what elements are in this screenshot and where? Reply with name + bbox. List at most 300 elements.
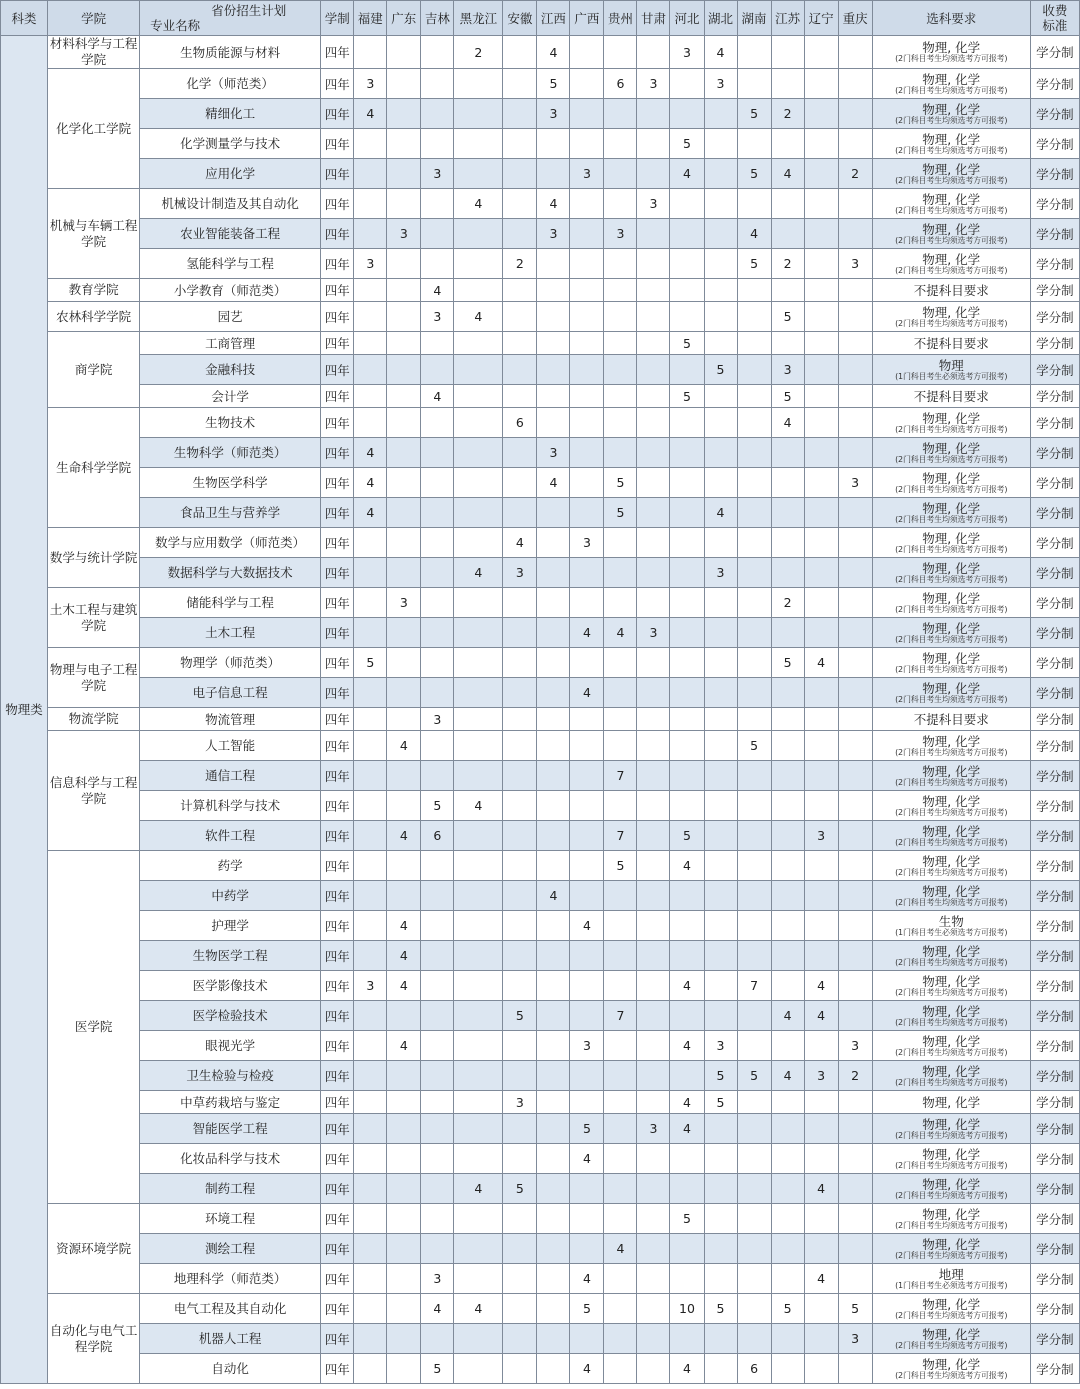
plan-cell — [804, 332, 838, 355]
plan-cell — [737, 1114, 771, 1144]
plan-cell — [454, 731, 503, 761]
requirement-cell — [872, 1324, 1030, 1354]
plan-cell — [771, 69, 804, 99]
plan-cell — [704, 851, 737, 881]
plan-cell — [570, 1061, 604, 1091]
plan-cell: 7 — [604, 821, 637, 851]
table-row — [1, 1061, 1080, 1091]
plan-cell: 3 — [387, 588, 421, 618]
plan-cell: 5 — [737, 99, 771, 129]
fee-cell: 学分制 — [1030, 1001, 1079, 1031]
plan-cell: 4 — [670, 159, 704, 189]
duration-cell: 四年 — [321, 302, 354, 332]
plan-cell — [838, 279, 872, 302]
plan-cell — [454, 219, 503, 249]
requirement-cell — [872, 129, 1030, 159]
fee-cell: 学分制 — [1030, 69, 1079, 99]
header-province: 广西 — [570, 1, 604, 36]
plan-cell — [354, 355, 387, 385]
fee-cell: 学分制 — [1030, 249, 1079, 279]
plan-cell — [604, 558, 637, 588]
table-row — [1, 385, 1080, 408]
fee-cell: 学分制 — [1030, 1204, 1079, 1234]
plan-cell — [503, 1294, 537, 1324]
plan-cell: 4 — [570, 678, 604, 708]
major-name: 生物医学科学 — [140, 468, 321, 498]
requirement-subjects: 物理, 化学 — [922, 470, 981, 486]
plan-cell — [804, 1114, 838, 1144]
requirement-subjects: 地理 — [938, 1266, 964, 1282]
requirement-note: (2门科目考生均须选考方可报考) — [895, 694, 1008, 704]
header-major-label: 专业名称 — [150, 18, 201, 33]
plan-cell: 4 — [670, 971, 704, 1001]
plan-cell — [670, 678, 704, 708]
plan-cell — [838, 881, 872, 911]
major-name: 人工智能 — [140, 731, 321, 761]
header-plan-label: 省份招生计划 — [211, 3, 287, 18]
plan-cell: 4 — [387, 971, 421, 1001]
plan-cell — [771, 1091, 804, 1114]
plan-cell: 4 — [670, 1031, 704, 1061]
plan-cell — [454, 99, 503, 129]
plan-cell — [570, 249, 604, 279]
duration-cell: 四年 — [321, 1234, 354, 1264]
plan-cell — [387, 408, 421, 438]
plan-cell — [838, 731, 872, 761]
plan-cell — [637, 528, 670, 558]
plan-cell — [537, 971, 570, 1001]
plan-cell — [838, 941, 872, 971]
plan-cell: 3 — [838, 468, 872, 498]
plan-cell: 2 — [771, 588, 804, 618]
plan-cell — [454, 385, 503, 408]
plan-cell: 5 — [537, 69, 570, 99]
plan-cell — [387, 1354, 421, 1384]
plan-cell — [704, 678, 737, 708]
plan-cell: 3 — [637, 618, 670, 648]
plan-cell — [537, 1264, 570, 1294]
plan-cell — [421, 1001, 454, 1031]
plan-cell — [637, 648, 670, 678]
requirement-note: (2门科目考生均须选考方可报考) — [895, 454, 1008, 464]
plan-cell — [804, 189, 838, 219]
requirement-subjects: 物理, 化学 — [922, 1094, 981, 1110]
plan-cell — [771, 1324, 804, 1354]
header-province: 安徽 — [503, 1, 537, 36]
plan-cell: 2 — [454, 36, 503, 69]
plan-cell — [454, 1264, 503, 1294]
plan-cell — [503, 69, 537, 99]
plan-cell: 4 — [421, 279, 454, 302]
fee-cell: 学分制 — [1030, 941, 1079, 971]
plan-cell: 3 — [354, 249, 387, 279]
plan-cell — [387, 528, 421, 558]
plan-cell — [804, 678, 838, 708]
plan-cell — [804, 385, 838, 408]
plan-cell — [838, 588, 872, 618]
plan-cell — [354, 1144, 387, 1174]
plan-cell — [503, 1144, 537, 1174]
plan-cell — [804, 708, 838, 731]
plan-cell — [454, 708, 503, 731]
plan-cell — [838, 302, 872, 332]
plan-cell — [537, 1294, 570, 1324]
major-name: 数学与应用数学（师范类） — [140, 528, 321, 558]
table-row — [1, 36, 1080, 69]
plan-cell — [804, 911, 838, 941]
plan-cell — [454, 941, 503, 971]
fee-cell: 学分制 — [1030, 708, 1079, 731]
plan-cell — [704, 302, 737, 332]
major-name: 小学教育（师范类） — [140, 279, 321, 302]
plan-cell — [804, 279, 838, 302]
plan-cell: 3 — [570, 528, 604, 558]
plan-cell — [503, 1031, 537, 1061]
duration-cell: 四年 — [321, 708, 354, 731]
plan-cell — [670, 708, 704, 731]
plan-cell — [804, 791, 838, 821]
plan-cell — [604, 1324, 637, 1354]
plan-cell — [670, 761, 704, 791]
plan-cell — [804, 468, 838, 498]
requirement-subjects: 物理, 化学 — [922, 1326, 981, 1342]
college-cell: 材料科学与工程学院 — [48, 36, 140, 69]
duration-cell: 四年 — [321, 1354, 354, 1384]
plan-cell — [737, 498, 771, 528]
plan-cell — [354, 1114, 387, 1144]
table-row — [1, 99, 1080, 129]
header-province: 江苏 — [771, 1, 804, 36]
plan-cell — [604, 881, 637, 911]
plan-cell — [354, 678, 387, 708]
plan-cell — [570, 1001, 604, 1031]
plan-cell: 2 — [771, 249, 804, 279]
table-row — [1, 851, 1080, 881]
requirement-subjects: 物理, 化学 — [922, 500, 981, 516]
plan-cell — [704, 708, 737, 731]
requirement-subjects: 物理, 化学 — [922, 650, 981, 666]
plan-cell — [637, 1264, 670, 1294]
duration-cell: 四年 — [321, 249, 354, 279]
plan-cell: 2 — [503, 249, 537, 279]
plan-cell — [804, 36, 838, 69]
plan-cell: 4 — [670, 1091, 704, 1114]
plan-cell — [838, 99, 872, 129]
plan-cell — [838, 618, 872, 648]
college-cell: 生命科学学院 — [48, 408, 140, 528]
plan-cell — [604, 249, 637, 279]
requirement-subjects: 不提科目要求 — [913, 335, 989, 351]
plan-cell — [454, 159, 503, 189]
plan-cell — [537, 588, 570, 618]
plan-cell — [387, 881, 421, 911]
requirement-note: (2门科目考生均须选考方可报考) — [895, 1340, 1008, 1350]
plan-cell — [570, 791, 604, 821]
major-name: 数据科学与大数据技术 — [140, 558, 321, 588]
requirement-note: (1门科目考生必须选考方可报考) — [895, 371, 1008, 381]
plan-cell: 10 — [670, 1294, 704, 1324]
duration-cell: 四年 — [321, 911, 354, 941]
table-row — [1, 821, 1080, 851]
plan-cell — [421, 618, 454, 648]
plan-cell — [387, 249, 421, 279]
plan-cell — [670, 558, 704, 588]
plan-cell — [838, 129, 872, 159]
plan-cell — [637, 708, 670, 731]
plan-cell: 4 — [771, 1061, 804, 1091]
plan-cell — [604, 408, 637, 438]
table-row — [1, 941, 1080, 971]
requirement-subjects: 生物 — [938, 913, 964, 929]
plan-cell — [354, 911, 387, 941]
plan-cell — [804, 588, 838, 618]
plan-cell: 5 — [704, 355, 737, 385]
plan-cell — [537, 332, 570, 355]
plan-cell — [354, 731, 387, 761]
table-row — [1, 971, 1080, 1001]
requirement-note: (2门科目考生均须选考方可报考) — [895, 205, 1008, 215]
fee-cell: 学分制 — [1030, 438, 1079, 468]
plan-cell — [704, 941, 737, 971]
header-duration: 学制 — [321, 1, 354, 36]
major-name: 氢能科学与工程 — [140, 249, 321, 279]
plan-cell — [503, 1324, 537, 1354]
table-row — [1, 731, 1080, 761]
plan-cell — [454, 1204, 503, 1234]
plan-cell — [737, 332, 771, 355]
plan-cell — [454, 761, 503, 791]
plan-cell — [503, 911, 537, 941]
plan-cell — [704, 189, 737, 219]
plan-cell — [537, 1354, 570, 1384]
plan-cell — [387, 302, 421, 332]
plan-cell — [737, 1294, 771, 1324]
header-row — [1, 1, 1080, 36]
duration-cell: 四年 — [321, 881, 354, 911]
plan-cell — [737, 851, 771, 881]
plan-cell — [838, 791, 872, 821]
plan-cell: 5 — [570, 1294, 604, 1324]
plan-cell — [804, 69, 838, 99]
fee-cell: 学分制 — [1030, 302, 1079, 332]
plan-cell — [637, 588, 670, 618]
plan-cell — [637, 385, 670, 408]
requirement-subjects: 不提科目要求 — [913, 282, 989, 298]
plan-cell — [421, 332, 454, 355]
plan-cell — [604, 1031, 637, 1061]
plan-cell — [604, 588, 637, 618]
plan-cell — [503, 1114, 537, 1144]
plan-cell — [570, 36, 604, 69]
fee-cell: 学分制 — [1030, 189, 1079, 219]
plan-cell — [503, 1264, 537, 1294]
plan-cell — [503, 648, 537, 678]
plan-cell: 5 — [771, 385, 804, 408]
plan-cell — [704, 1324, 737, 1354]
plan-cell — [354, 708, 387, 731]
college-cell: 信息科学与工程学院 — [48, 731, 140, 851]
requirement-cell — [872, 851, 1030, 881]
plan-cell — [354, 302, 387, 332]
requirement-cell — [872, 1234, 1030, 1264]
plan-cell — [670, 279, 704, 302]
plan-cell: 6 — [737, 1354, 771, 1384]
plan-cell — [771, 911, 804, 941]
table-body — [1, 36, 1080, 1384]
duration-cell: 四年 — [321, 971, 354, 1001]
college-cell: 医学院 — [48, 851, 140, 1204]
plan-cell: 4 — [670, 851, 704, 881]
plan-cell: 4 — [354, 498, 387, 528]
plan-cell — [771, 219, 804, 249]
plan-cell — [570, 385, 604, 408]
plan-cell: 4 — [737, 219, 771, 249]
plan-cell — [637, 1234, 670, 1264]
plan-cell — [354, 1031, 387, 1061]
requirement-cell — [872, 618, 1030, 648]
plan-cell — [838, 528, 872, 558]
table-row — [1, 881, 1080, 911]
plan-cell — [387, 1174, 421, 1204]
plan-cell — [570, 971, 604, 1001]
plan-cell — [838, 189, 872, 219]
plan-cell — [771, 941, 804, 971]
plan-cell — [604, 385, 637, 408]
requirement-note: (2门科目考生均须选考方可报考) — [895, 867, 1008, 877]
plan-cell: 3 — [771, 355, 804, 385]
requirement-note: (2门科目考生均须选考方可报考) — [895, 514, 1008, 524]
requirement-subjects: 物理, 化学 — [922, 733, 981, 749]
plan-cell — [670, 99, 704, 129]
plan-cell — [838, 558, 872, 588]
plan-cell — [704, 159, 737, 189]
requirement-subjects: 物理, 化学 — [922, 40, 981, 55]
fee-cell: 学分制 — [1030, 1174, 1079, 1204]
plan-cell — [454, 1091, 503, 1114]
major-name: 机器人工程 — [140, 1324, 321, 1354]
plan-cell — [637, 678, 670, 708]
plan-cell — [354, 1091, 387, 1114]
requirement-cell — [872, 438, 1030, 468]
plan-cell: 5 — [771, 302, 804, 332]
plan-cell — [670, 408, 704, 438]
plan-cell: 5 — [771, 648, 804, 678]
plan-cell: 5 — [570, 1114, 604, 1144]
plan-cell — [737, 881, 771, 911]
plan-cell: 5 — [737, 1061, 771, 1091]
plan-cell: 3 — [838, 1031, 872, 1061]
duration-cell: 四年 — [321, 941, 354, 971]
plan-cell — [537, 1061, 570, 1091]
plan-cell — [737, 302, 771, 332]
plan-cell — [637, 791, 670, 821]
plan-cell — [354, 618, 387, 648]
plan-cell — [387, 498, 421, 528]
plan-cell — [771, 1264, 804, 1294]
plan-cell — [704, 385, 737, 408]
plan-cell: 4 — [537, 189, 570, 219]
plan-cell — [604, 911, 637, 941]
plan-cell — [503, 355, 537, 385]
requirement-subjects: 物理, 化学 — [922, 853, 981, 869]
plan-cell — [637, 761, 670, 791]
fee-cell: 学分制 — [1030, 528, 1079, 558]
fee-cell: 学分制 — [1030, 971, 1079, 1001]
plan-cell — [804, 731, 838, 761]
plan-cell — [503, 385, 537, 408]
plan-cell: 6 — [503, 408, 537, 438]
duration-cell: 四年 — [321, 498, 354, 528]
plan-cell — [604, 528, 637, 558]
plan-cell — [421, 408, 454, 438]
plan-cell — [421, 69, 454, 99]
plan-cell — [737, 1001, 771, 1031]
plan-cell — [354, 408, 387, 438]
plan-cell — [838, 219, 872, 249]
plan-cell — [771, 36, 804, 69]
plan-cell — [387, 1114, 421, 1144]
plan-cell — [570, 941, 604, 971]
requirement-subjects: 物理, 化学 — [922, 680, 981, 696]
major-name: 储能科学与工程 — [140, 588, 321, 618]
plan-cell — [838, 408, 872, 438]
plan-cell — [604, 99, 637, 129]
plan-cell — [670, 618, 704, 648]
plan-cell — [387, 791, 421, 821]
plan-cell — [387, 1204, 421, 1234]
plan-cell — [604, 678, 637, 708]
plan-cell — [354, 528, 387, 558]
table-row — [1, 528, 1080, 558]
major-name: 医学影像技术 — [140, 971, 321, 1001]
plan-cell — [503, 618, 537, 648]
plan-cell — [387, 36, 421, 69]
plan-cell — [537, 678, 570, 708]
plan-cell — [704, 219, 737, 249]
fee-cell: 学分制 — [1030, 588, 1079, 618]
plan-cell — [637, 249, 670, 279]
plan-cell — [771, 528, 804, 558]
plan-cell — [804, 302, 838, 332]
plan-cell: 4 — [771, 1001, 804, 1031]
plan-cell — [421, 438, 454, 468]
duration-cell: 四年 — [321, 791, 354, 821]
plan-cell — [421, 1091, 454, 1114]
table-row — [1, 1204, 1080, 1234]
plan-cell — [704, 731, 737, 761]
plan-cell — [537, 1091, 570, 1114]
plan-cell: 7 — [604, 1001, 637, 1031]
requirement-cell — [872, 678, 1030, 708]
table-row — [1, 1091, 1080, 1114]
plan-cell — [387, 468, 421, 498]
plan-cell — [804, 1294, 838, 1324]
plan-cell: 5 — [421, 1354, 454, 1384]
fee-cell: 学分制 — [1030, 279, 1079, 302]
major-name: 化学（师范类） — [140, 69, 321, 99]
plan-cell — [737, 36, 771, 69]
plan-cell — [421, 731, 454, 761]
plan-cell — [637, 36, 670, 69]
plan-cell — [387, 708, 421, 731]
major-name: 制药工程 — [140, 1174, 321, 1204]
plan-cell — [804, 1031, 838, 1061]
plan-cell — [637, 1091, 670, 1114]
plan-cell — [537, 159, 570, 189]
plan-cell — [387, 279, 421, 302]
plan-cell — [454, 249, 503, 279]
plan-cell — [387, 385, 421, 408]
